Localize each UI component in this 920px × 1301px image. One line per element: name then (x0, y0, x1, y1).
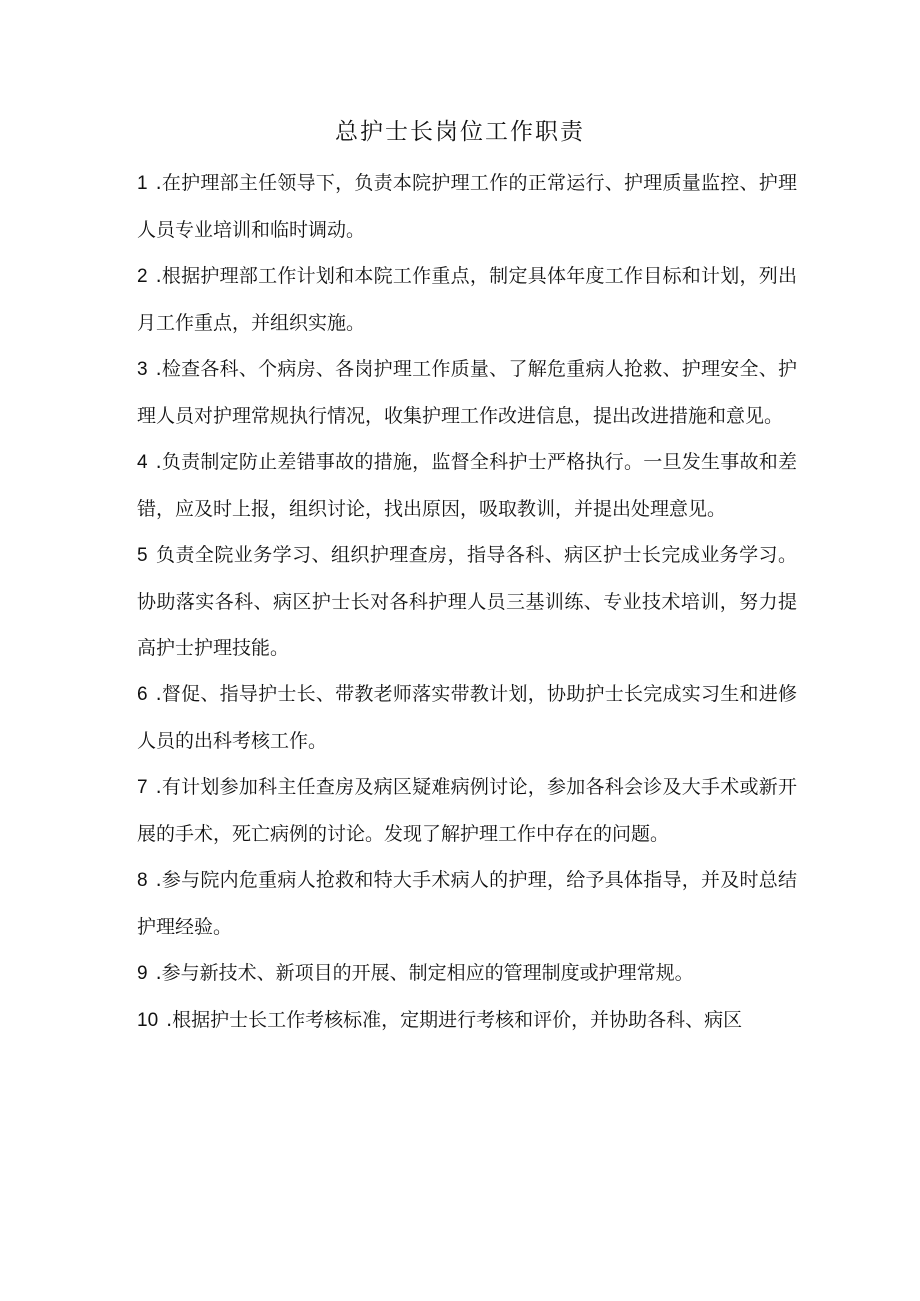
duty-text: .参与新技术、新项目的开展、制定相应的管理制度或护理常规。 (155, 962, 694, 984)
duty-item-10 (137, 997, 797, 1044)
duty-text: .督促、指导护士长、带教老师落实带教计划，协助护士长完成实习生和进修人员的出科考核工作。 (137, 683, 797, 752)
duty-number: 5 (137, 545, 148, 566)
duty-list (137, 160, 797, 1044)
duty-text: .根据护理部工作计划和本院工作重点，制定具体年度工作目标和计划，列出月工作重点，并组织实施。 (137, 265, 797, 334)
duty-item-7 (137, 764, 797, 857)
duty-number: 1 (137, 173, 148, 194)
duty-text: .负责制定防止差错事故的措施，监督全科护士严格执行。一旦发生事故和差错，应及时上报，组织讨论，找出原因，吸取教训，并提出处理意见。 (137, 451, 797, 520)
duty-item-3 (137, 346, 797, 439)
duty-number: 7 (137, 777, 148, 798)
duty-item-5 (137, 532, 797, 671)
duty-text: .在护理部主任领导下，负责本院护理工作的正常运行、护理质量监控、护理人员专业培训和临时调动。 (137, 172, 797, 241)
duty-item-1 (137, 160, 797, 253)
duty-text: 负责全院业务学习、组织护理查房，指导各科、病区护士长完成业务学习。协助落实各科、病区护士长对各科护理人员三基训练、专业技术培训，努力提高护士护理技能。 (137, 544, 797, 659)
duty-text: .有计划参加科主任查房及病区疑难病例讨论，参加各科会诊及大手术或新开展的手术，死亡病例的讨论。发现了解护理工作中存在的问题。 (137, 776, 797, 845)
duty-item-8 (137, 857, 797, 950)
duty-item-4 (137, 439, 797, 532)
duty-number: 2 (137, 266, 148, 287)
duty-number: 8 (137, 870, 148, 891)
duty-text: .根据护士长工作考核标准，定期进行考核和评价，并协助各科、病区 (166, 1009, 743, 1031)
duty-number: 9 (137, 963, 148, 984)
duty-number: 4 (137, 452, 148, 473)
duty-number: 3 (137, 359, 148, 380)
duty-number: 6 (137, 684, 148, 705)
document-title: 总护士长岗位工作职责 (335, 119, 585, 145)
duty-text: .参与院内危重病人抢救和特大手术病人的护理，给予具体指导，并及时总结护理经验。 (137, 869, 797, 938)
duty-item-6 (137, 671, 797, 764)
duty-item-2 (137, 253, 797, 346)
duty-text: .检查各科、个病房、各岗护理工作质量、了解危重病人抢救、护理安全、护理人员对护理常规执行情况，收集护理工作改进信息，提出改进措施和意见。 (137, 358, 797, 427)
duty-item-9 (137, 950, 797, 997)
duty-number: 10 (137, 1010, 159, 1031)
